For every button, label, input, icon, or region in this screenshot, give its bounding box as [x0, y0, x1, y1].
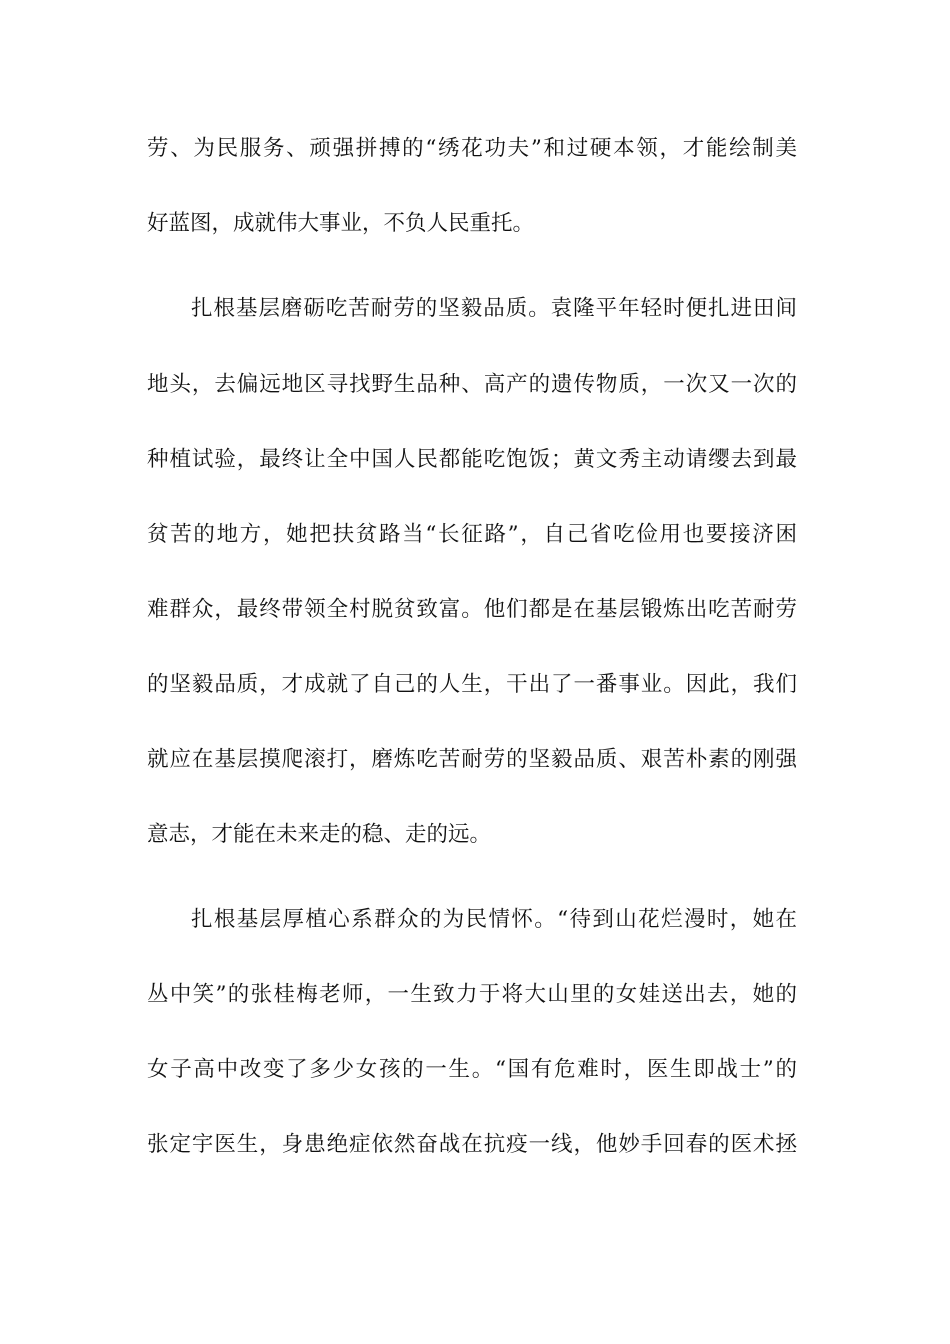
paragraph-3-line-1: 扎根基层厚植心系群众的为民情怀。“待到山花烂漫时，她在 [191, 907, 797, 932]
paragraph-2-line-4: 贫苦的地方，她把扶贫路当“长征路”，自己省吃俭用也要接济困 [147, 522, 797, 547]
paragraph-3-line-3: 女子高中改变了多少女孩的一生。“国有危难时，医生即战士”的 [147, 1057, 797, 1082]
paragraph-2-line-3: 种植试验，最终让全中国人民都能吃饱饭；黄文秀主动请缨去到最 [147, 447, 797, 472]
paragraph-3-line-4: 张定宇医生，身患绝症依然奋战在抗疫一线，他妙手回春的医术拯 [147, 1132, 797, 1157]
paragraph-3-line-2: 丛中笑”的张桂梅老师，一生致力于将大山里的女娃送出去，她的 [147, 982, 797, 1007]
paragraph-2-line-5: 难群众，最终带领全村脱贫致富。他们都是在基层锻炼出吃苦耐劳 [147, 597, 797, 622]
paragraph-2-line-1: 扎根基层磨砺吃苦耐劳的坚毅品质。袁隆平年轻时便扎进田间 [191, 296, 797, 321]
paragraph-1-line-1: 劳、为民服务、顽强拼搏的“绣花功夫”和过硬本领，才能绘制美 [147, 136, 797, 161]
paragraph-2-line-7: 就应在基层摸爬滚打，磨炼吃苦耐劳的坚毅品质、艰苦朴素的刚强 [147, 747, 797, 772]
paragraph-2-line-8: 意志，才能在未来走的稳、走的远。 [147, 822, 492, 847]
paragraph-2-line-6: 的坚毅品质，才成就了自己的人生，干出了一番事业。因此，我们 [147, 672, 797, 697]
paragraph-2-line-2: 地头，去偏远地区寻找野生品种、高产的遗传物质，一次又一次的 [147, 372, 797, 397]
paragraph-1-line-2: 好蓝图，成就伟大事业，不负人民重托。 [147, 211, 535, 236]
